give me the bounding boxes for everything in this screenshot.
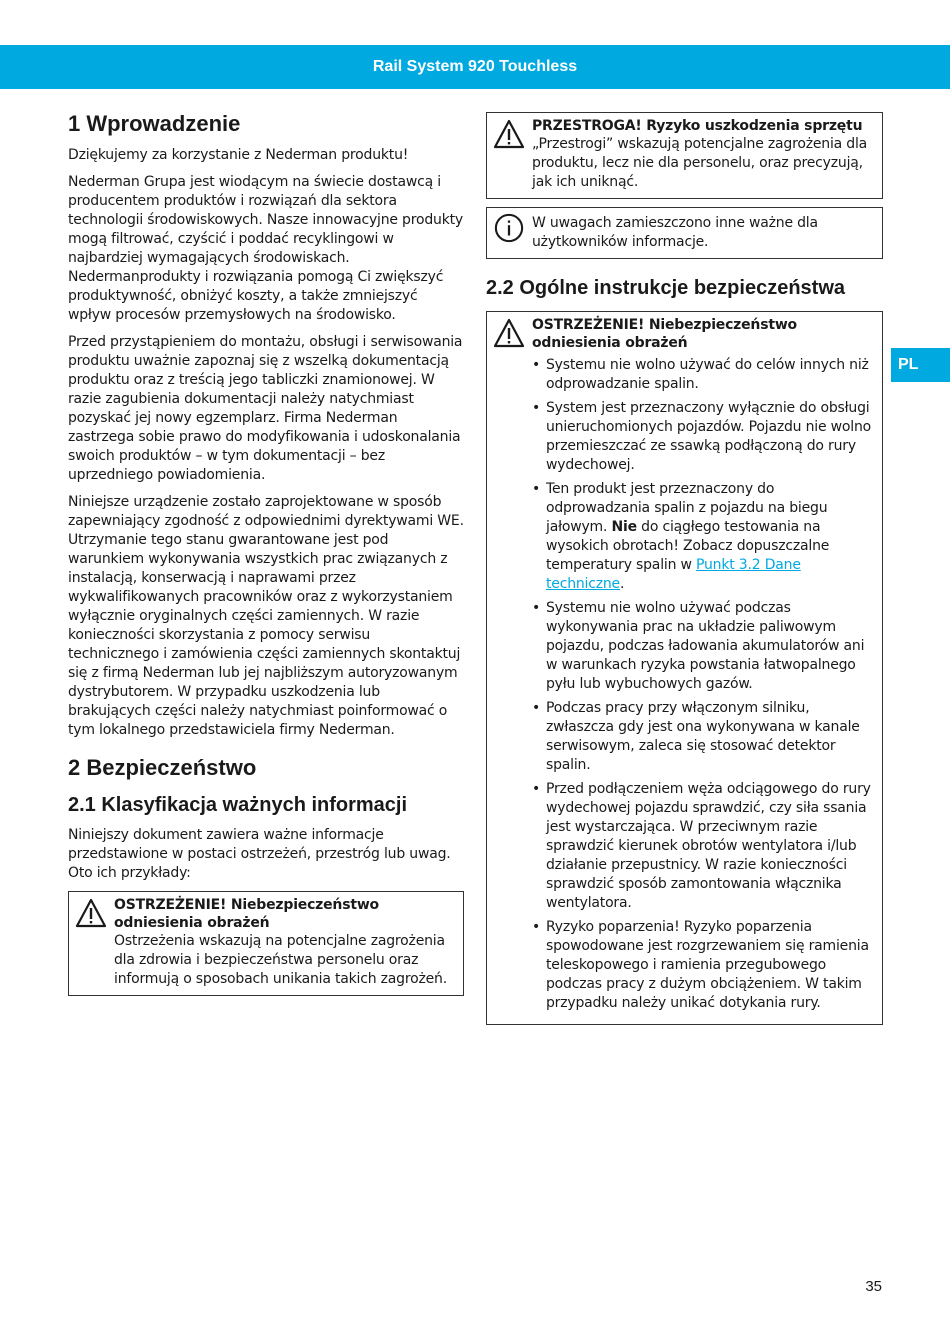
intro-paragraph-3: Przed przystąpieniem do montażu, obsługi i serwisowania produktu uważnie zapoznaj się z wszelką dokumentacją produktu oraz z treścią jego tabliczki znamionowej. W razie zagubienia dokumentacji należy natychmiast pozyskać jej nowy egzemplarz. Firma Nederman zastrzega sobie prawo do modyfikowania i udoskonalania swoich produktów – w tym dokumentacji – bez uprzedniego powiadomienia. [68, 334, 463, 483]
list-item: • Systemu nie wolno używać podczas wykonywania prac na układzie paliwowym pojazdu, podczas ładowania akumulatorów ani w warunkach ryzyka powstania łatwopalnego pyłu lub wybuchowych gazów. [532, 599, 876, 694]
heading-safety: 2 Bezpieczeństwo [68, 755, 257, 780]
document-title: Rail System 920 Touchless [372, 58, 578, 75]
warning-triangle-icon [75, 898, 107, 928]
heading-classification: 2.1 Klasyfikacja ważnych informacji [68, 794, 408, 816]
caution-box [486, 112, 883, 199]
list-item [532, 480, 876, 594]
list-item: • Systemu nie wolno używać do celów innych niż odprowadzanie spalin. [532, 356, 876, 394]
info-circle-icon [493, 213, 525, 243]
caution-title: PRZESTROGA! Ryzyko uszkodzenia sprzętu [532, 118, 863, 134]
list-item: • Podczas pracy przy włączonym silniku, zwłaszcza gdy jest ona wykonywana w kanale serwisowym, zaleca się stosować detektor spalin. [532, 699, 876, 775]
language-tab: PL [891, 348, 950, 382]
warning-triangle-icon [493, 318, 525, 348]
technical-data-link[interactable]: Punkt 3.2 Dane techniczne [546, 557, 801, 592]
warning-box-example [68, 891, 464, 996]
bullet3-text-a: Ten produkt jest przeznaczony do odprowadzania spalin z pojazdu na biegu jałowym. [546, 481, 828, 535]
list-item: • System jest przeznaczony wyłącznie do obsługi unieruchomionych pojazdów. Pojazdu nie wolno przemieszczać ze ssawką podłączoną do rury wydechowej. [532, 399, 876, 475]
general-warning-title: OSTRZEŻENIE! Niebezpieczeństwo odniesienia obrażeń [532, 317, 797, 351]
list-item: • Przed podłączeniem węża odciągowego do rury wydechowej pojazdu sprawdzić, czy siła ssania jest wystarczająca. W przeciwnym razie sprawdzić kierunek obrotów wentylatora i/lub działanie przepustnicy. W razie konieczności sprawdzić sposób zamontowania włącznika wentylatora. [532, 780, 876, 913]
left-column [68, 110, 464, 1004]
intro-paragraph-1: Dziękujemy za korzystanie z Nederman produktu! [68, 147, 409, 163]
classification-paragraph: Niniejszy dokument zawiera ważne informacje przedstawione w postaci ostrzeżeń, przestróg lub uwag. Oto ich przykłady: [68, 827, 451, 881]
note-body: W uwagach zamieszczono inne ważne dla użytkowników informacje. [532, 215, 818, 250]
heading-introduction: 1 Wprowadzenie [68, 111, 241, 136]
list-item: • Ryzyko poparzenia! Ryzyko poparzenia spowodowane jest rozgrzewaniem się ramienia teleskopowego i ramienia przegubowego podczas pracy z dużym obciążeniem. W takim przypadku należy unikać dotykania rury. [532, 918, 876, 1013]
safety-bullet-list [532, 356, 876, 1013]
warning-triangle-icon [493, 119, 525, 149]
intro-paragraph-4: Niniejsze urządzenie zostało zaprojektowane w sposób zapewniający zgodność z odpowiednimi dyrektywami WE. Utrzymanie tego stanu gwarantowane jest pod warunkiem wykonywania wszystkich prac związanych z instalacją, konserwacją i naprawami przez wykwalifikowanych pracowników oraz z wykorzystaniem wyłącznie oryginalnych części zamiennych. W razie konieczności skorzystania z pomocy serwisu technicznego i zamówienia części zamiennych skontaktuj się z firmą Nederman lub jej najbliższym autoryzowanym dystrybutorem. W przypadku uszkodzenia lub brakujących części należy natychmiast poinformować o tym lokalnego przedstawiciela firmy Nederman. [68, 494, 464, 738]
warning-body: Ostrzeżenia wskazują na potencjalne zagrożenia dla zdrowia i bezpieczeństwa personelu oraz informują o sposobach unikania takich zagrożeń. [114, 933, 447, 987]
general-warning-box [486, 311, 883, 1025]
intro-paragraph-2: Nederman Grupa jest wiodącym na świecie dostawcą i producentem produktów i rozwiązań dla sektora technologii środowiskowych. Nasze innowacyjne produkty mogą filtrować, czyścić i poddać recyklingowi w najbardziej wymagających środowiskach. Nedermanprodukty i rozwiązania pomogą Ci zwiększyć produktywność, obniżyć koszty, a także zmniejszyć wpływ procesów przemysłowych na środowisko. [68, 174, 463, 323]
header-bar [0, 45, 950, 89]
bullet3-text-c: . [619, 576, 625, 592]
page-number: 35 [865, 1278, 882, 1295]
caution-body: „Przestrogi” wskazują potencjalne zagrożenia dla produktu, lecz nie dla personelu, oraz precyzują, jak ich uniknąć. [532, 136, 868, 190]
bullet3-text-b: do ciągłego testowania na wysokich obrotach! Zobacz dopuszczalne temperatury spalin w [546, 519, 830, 573]
right-column [486, 112, 883, 1033]
note-box [486, 207, 883, 259]
bullet3-bold: Nie [611, 519, 637, 535]
heading-general-safety: 2.2 Ogólne instrukcje bezpieczeństwa [486, 277, 846, 299]
warning-title: OSTRZEŻENIE! Niebezpieczeństwo odniesienia obrażeń [114, 897, 379, 931]
